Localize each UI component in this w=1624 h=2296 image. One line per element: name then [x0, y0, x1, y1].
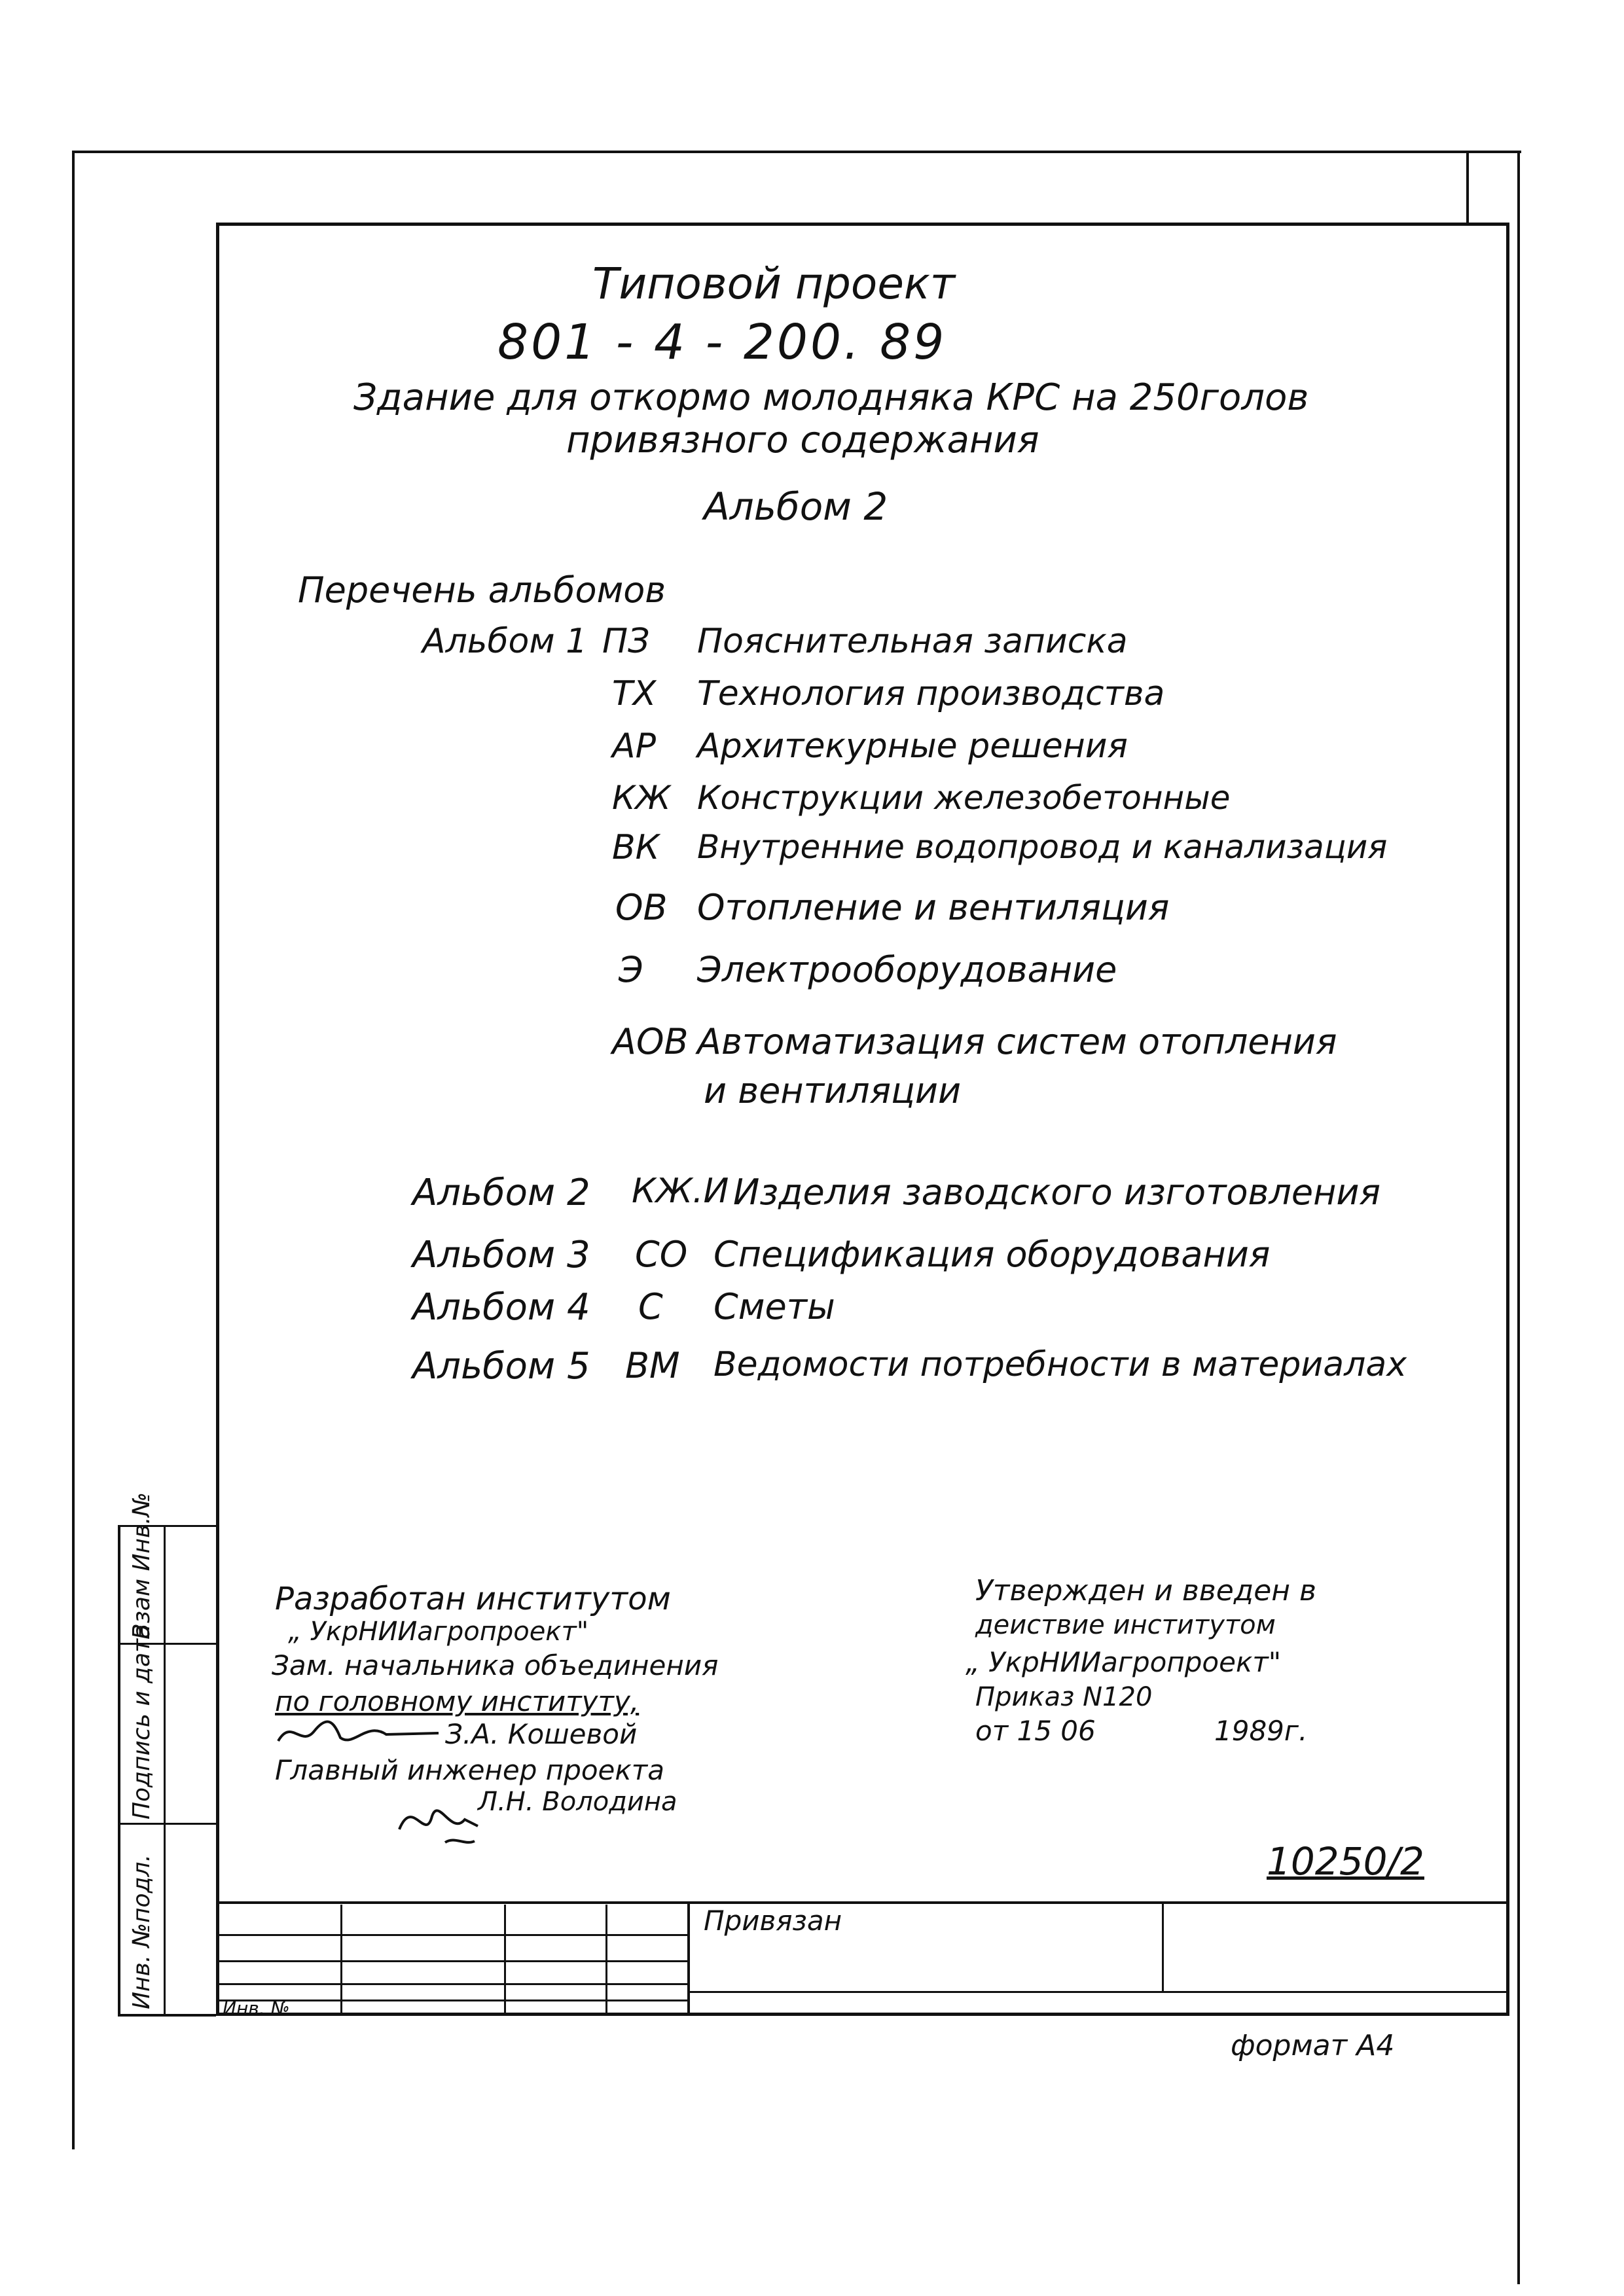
approval-year: 1989г.: [1214, 1715, 1308, 1747]
album-code: СО: [635, 1234, 688, 1275]
approval-order: Приказ N120: [975, 1682, 1153, 1712]
stamp-grid-col: [605, 1905, 607, 2016]
album1-item-name: Конструкции железобетонные: [697, 779, 1231, 817]
developer-line: „ УкрНИИагропроект": [288, 1617, 589, 1647]
album1-item-name: Технология производства: [697, 674, 1165, 713]
album-label: Альбом 3: [412, 1234, 590, 1276]
stamp-grid-row: [216, 1960, 687, 1962]
album1-item-name: Пояснительная записка: [697, 622, 1128, 661]
signature-volodina: [393, 1790, 484, 1849]
developer-line: Зам. начальника объединения: [272, 1649, 719, 1681]
stamp-grid-row: [216, 1934, 687, 1936]
album1-item-code: ОВ: [615, 887, 668, 928]
album1-item-code: ВК: [612, 828, 660, 867]
developer-signatory: Л.Н. Володина: [478, 1787, 677, 1817]
approval-date: от 15 06: [975, 1715, 1096, 1747]
developer-signatory: З.А. Кошевой: [445, 1718, 638, 1750]
album1-item-name: Архитекурные решения: [697, 726, 1128, 766]
album-name: Сметы: [713, 1286, 835, 1327]
format-label: формат А4: [1231, 2029, 1395, 2062]
album-code: С: [638, 1286, 663, 1327]
side-label-original-inv: Инв. №подл.: [128, 1854, 155, 2009]
bound-label: Привязан: [704, 1905, 842, 1937]
side-strip-divider: [118, 1823, 216, 1825]
album1-item-name: Электрооборудование: [697, 949, 1117, 990]
album-list-title: Перечень альбомов: [298, 569, 666, 611]
outer-frame-right-edge: [1517, 151, 1520, 2284]
album1-label: Альбом 1: [422, 622, 588, 661]
album1-item-code: ПЗ: [602, 622, 650, 661]
inventory-label: Инв. №: [223, 1998, 290, 2019]
album-code: КЖ.И: [632, 1172, 729, 1211]
stamp-divider: [1162, 1901, 1164, 1993]
side-label-replaces-inv: Взам Инв.№: [128, 1492, 155, 1640]
album-label: Альбом 5: [412, 1345, 590, 1388]
side-strip-bottom: [118, 2014, 216, 2017]
project-number: 801 - 4 - 200. 89: [497, 314, 947, 370]
album-code: ВМ: [625, 1345, 680, 1386]
album-label: Альбом 4: [412, 1286, 590, 1329]
signature-kosheva: [275, 1715, 445, 1754]
doc-type-title: Типовой проект: [592, 259, 956, 309]
album1-item-name: Автоматизация систем отопления: [697, 1021, 1337, 1062]
stamp-top-rule: [216, 1901, 1509, 1904]
developer-line: Разработан институтом: [275, 1581, 671, 1617]
album1-item-name: Отопление и вентиляция: [697, 887, 1170, 928]
side-strip-column: [164, 1525, 166, 2016]
album-name: Изделия заводского изготовления: [733, 1172, 1381, 1213]
document-number: 10250/2: [1267, 1839, 1424, 1884]
stamp-grid-row: [216, 1983, 687, 1985]
album1-item-name: Внутренние водопровод и канализация: [697, 828, 1388, 866]
stamp-grid-col: [340, 1905, 342, 2016]
album1-item-code: АР: [612, 726, 656, 766]
stamp-mid-rule: [687, 1991, 1509, 1993]
side-label-signature-date: Подпись и дата: [128, 1624, 155, 1820]
album1-item-code: КЖ: [612, 779, 671, 817]
album1-item-code: Э: [619, 949, 643, 990]
approval-line: „ УкрНИИагропроект": [965, 1646, 1282, 1678]
album1-item-code: ТХ: [612, 674, 657, 713]
developer-line: Главный инженер проекта: [275, 1754, 664, 1786]
album-name: Ведомости потребности в материалах: [713, 1345, 1407, 1384]
album1-item-continuation: и вентиляции: [704, 1070, 962, 1111]
approval-line: Утвержден и введен в: [975, 1574, 1316, 1607]
corner-divider: [1466, 151, 1469, 224]
stamp-divider: [687, 1901, 690, 2016]
album-name: Спецификация оборудования: [713, 1234, 1271, 1275]
developer-line: по головному институту,: [275, 1685, 640, 1717]
album-label: Альбом 2: [412, 1172, 590, 1214]
approval-line: деиствие институтом: [975, 1610, 1276, 1640]
project-description-line1: Здание для откормо молодняка КРС на 250голов: [353, 376, 1309, 419]
project-description-line2: привязного содержания: [566, 419, 1039, 461]
album1-item-code: АОВ: [612, 1021, 689, 1062]
album-heading: Альбом 2: [704, 484, 888, 529]
stamp-grid-col: [504, 1905, 506, 2016]
